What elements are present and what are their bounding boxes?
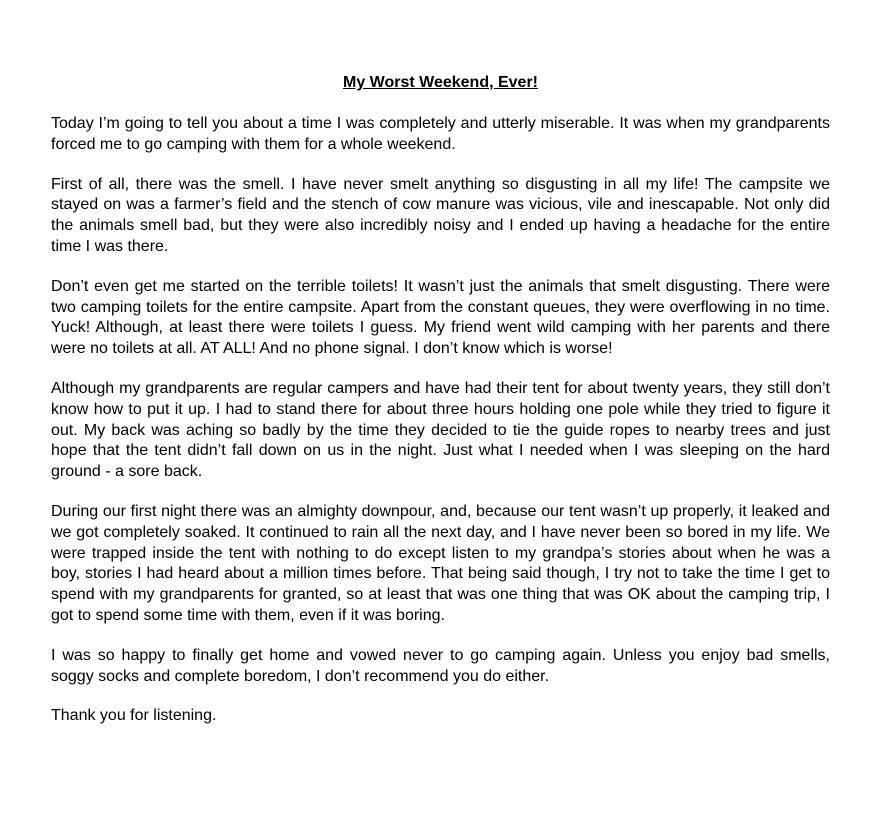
document-page	[51, 72, 830, 727]
paragraph-toilets: Don’t even get me started on the terrible toilets! It wasn’t just the animals that smelt disgusting. There were two camping toilets for the entire campsite. Apart from the constant queues, they were overflowing in no time. Yuck! Although, at least there were toilets I guess. My friend went wild camping with her parents and there were no toilets at all. AT ALL! And no phone signal. I don’t know which is worse!	[51, 277, 830, 358]
paragraph-closing: Thank you for listening.	[51, 707, 217, 725]
paragraph-rain: During our first night there was an almighty downpour, and, because our tent wasn’t up properly, it leaked and we got completely soaked. It continued to rain all the next day, and I have never been so bored in my life. We were trapped inside the tent with nothing to do except listen to my grandpa’s stories about when he was a boy, stories I had heard about a million times before. That being said though, I try not to take the time I get to spend with my grandparents for granted, so at least that was one thing that was OK about the camping trip, I got to spend some time with them, even if it was boring.	[51, 502, 830, 624]
paragraph-tent: Although my grandparents are regular campers and have had their tent for about twenty years, they still don’t know how to put it up. I had to stand there for about three hours holding one pole while they tried to figure it out. My back was aching so badly by the time they decided to tie the guide ropes to nearby trees and just hope that the tent didn’t fall down on us in the night. Just what I needed when I was sleeping on the hard ground - a sore back.	[51, 379, 830, 481]
document-title: My Worst Weekend, Ever!	[342, 74, 539, 91]
paragraph-intro: Today I’m going to tell you about a time I was completely and utterly miserable. It was when my grandparents forced me to go camping with them for a whole weekend.	[51, 115, 830, 153]
paragraph-smell: First of all, there was the smell. I have never smelt anything so disgusting in all my life! The campsite we stayed on was a farmer’s field and the stench of cow manure was vicious, vile and inescapable. Not only did the animals smell bad, but they were also incredibly noisy and I ended up having a headache for the entire time I was there.	[51, 175, 830, 255]
paragraph-conclusion: I was so happy to finally get home and vowed never to go camping again. Unless you enjoy bad smells, soggy socks and complete boredom, I don’t recommend you do either.	[51, 646, 830, 685]
